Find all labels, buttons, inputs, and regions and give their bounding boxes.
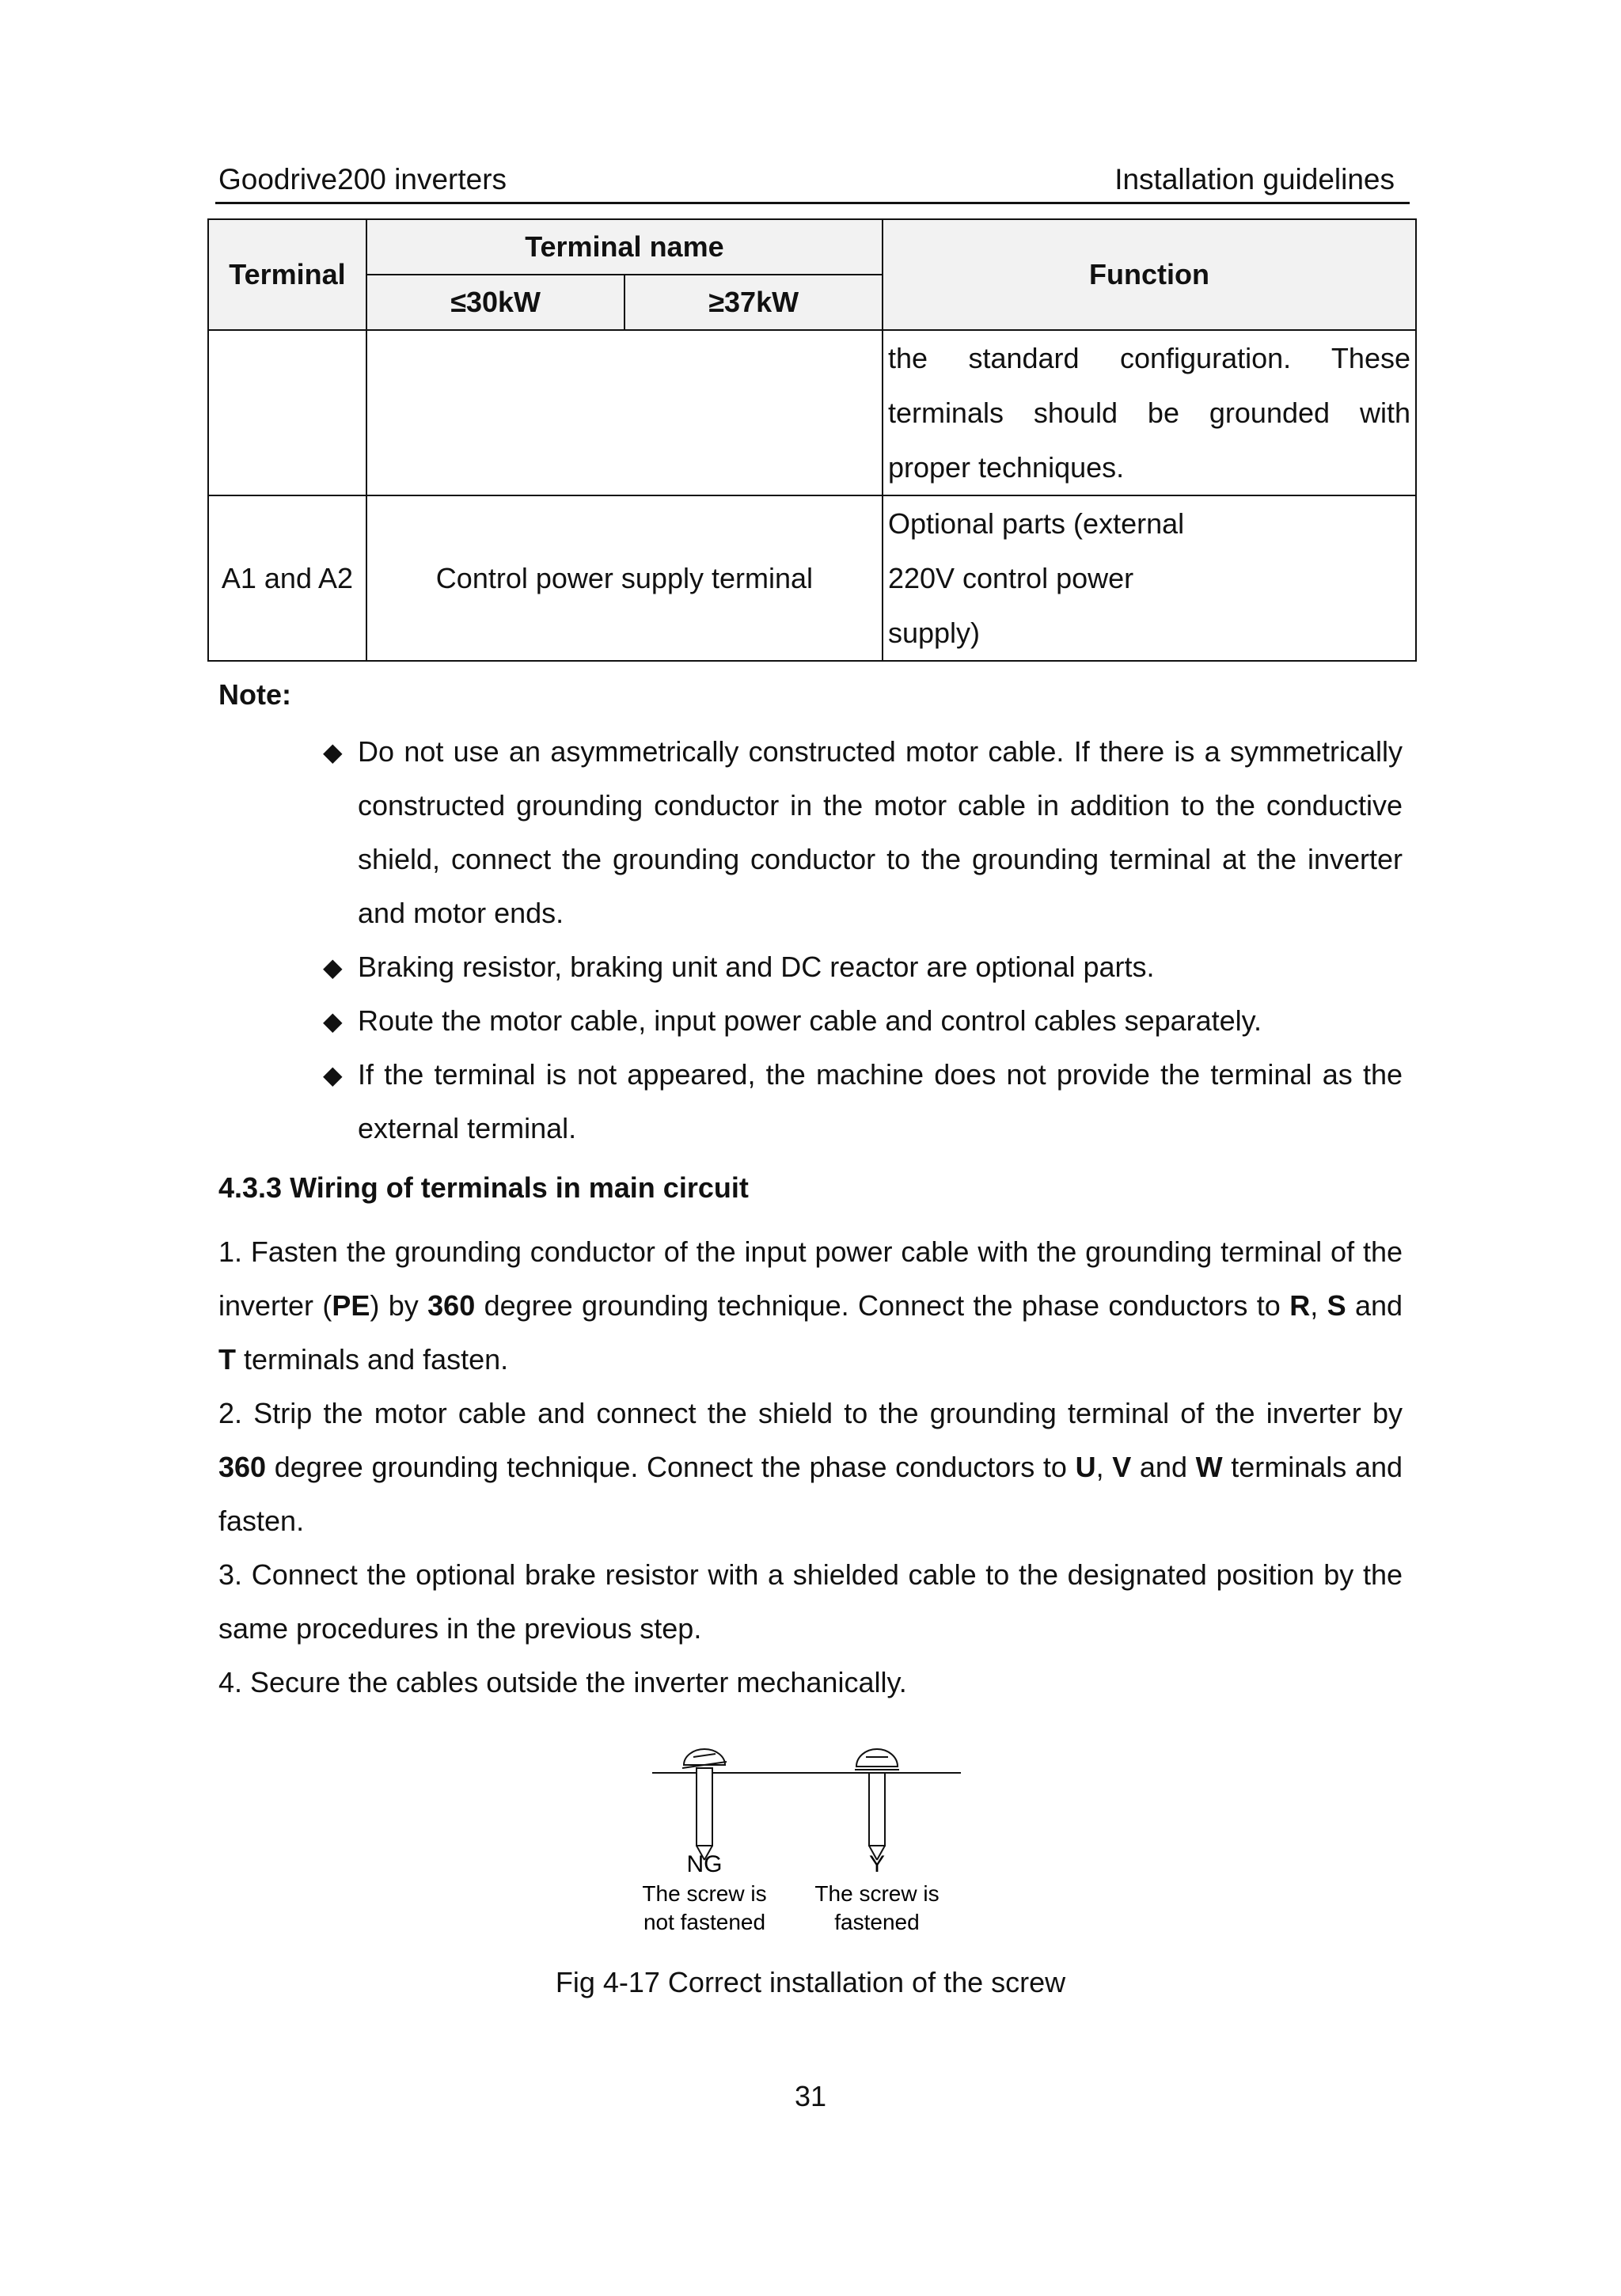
diamond-bullet-icon: ◆ — [323, 1007, 343, 1035]
table-row — [208, 330, 1416, 495]
list-item: ◆ Do not use an asymmetrically constructed motor cable. If there is a symmetrically constructed grounding conductor in the motor cable in addition to the conductive shield, connect the grounding conductor to the grounding terminal at the inverter and motor ends. — [323, 725, 1403, 940]
y-label: Y — [868, 1851, 886, 1877]
diamond-bullet-icon: ◆ — [323, 1061, 343, 1089]
list-item: ◆ Route the motor cable, input power cable and control cables separately. — [323, 994, 1403, 1048]
table-row — [208, 495, 1416, 661]
wiring-steps — [218, 1225, 1403, 1710]
diamond-bullet-icon: ◆ — [323, 738, 343, 766]
col-header-ge37kw: ≥37kW — [624, 275, 883, 330]
screw-ng-icon — [682, 1749, 727, 1860]
col-header-terminal: Terminal — [208, 219, 366, 330]
list-item: ◆ Braking resistor, braking unit and DC reactor are optional parts. — [323, 940, 1403, 994]
ng-caption-line-1: The screw is — [642, 1881, 767, 1906]
function-line: the standard configuration. These — [887, 342, 1410, 374]
function-line: terminals should be grounded with — [887, 397, 1410, 429]
y-caption-line-2: fastened — [834, 1910, 920, 1934]
diamond-bullet-icon: ◆ — [323, 953, 343, 981]
step-4: 4. Secure the cables outside the inverter mechanically. — [218, 1666, 907, 1698]
table-cell-terminal — [208, 330, 366, 495]
running-header-right: Installation guidelines — [1114, 163, 1395, 195]
table-cell-name — [366, 330, 883, 495]
step-1: 1. Fasten the grounding conductor of the input power cable with the grounding terminal of the inverter (PE) by 360 degree grounding technique. Connect the phase conductors to R, S and T terminals and fasten. — [218, 1235, 1403, 1376]
col-header-function: Function — [883, 219, 1416, 330]
screw-installation-figure — [633, 1733, 997, 1939]
y-caption-line-1: The screw is — [814, 1881, 940, 1906]
page-number: 31 — [794, 2080, 827, 2112]
function-line: proper techniques. — [887, 451, 1125, 484]
step-2: 2. Strip the motor cable and connect the shield to the grounding terminal of the inverter by 360 degree grounding technique. Connect the phase conductors to U, V and W terminals and fasten. — [218, 1397, 1403, 1537]
ng-label: NG — [686, 1851, 723, 1877]
header-divider — [215, 202, 1410, 204]
step-3: 3. Connect the optional brake resistor with a shielded cable to the designated position by the same procedures in the previous step. — [218, 1558, 1403, 1645]
function-line: 220V control power — [887, 562, 1134, 594]
table-cell-name: Control power supply terminal — [366, 495, 883, 661]
list-item: ◆ If the terminal is not appeared, the machine does not provide the terminal as the external terminal. — [323, 1048, 1403, 1156]
terminal-table — [207, 218, 1417, 662]
note-list — [323, 725, 1403, 1156]
col-header-terminal-name: Terminal name — [366, 219, 883, 275]
figure-caption: Fig 4-17 Correct installation of the screw — [555, 1966, 1066, 1998]
screw-y-icon — [855, 1749, 899, 1860]
col-header-le30kw: ≤30kW — [366, 275, 625, 330]
table-cell-function — [883, 495, 1416, 661]
table-cell-terminal: A1 and A2 — [208, 495, 366, 661]
function-line: Optional parts (external — [887, 507, 1185, 540]
ng-caption-line-2: not fastened — [643, 1910, 766, 1934]
running-header-left: Goodrive200 inverters — [218, 163, 507, 195]
function-line: supply) — [887, 617, 980, 649]
table-cell-function — [883, 330, 1416, 495]
section-heading: 4.3.3 Wiring of terminals in main circuit — [218, 1171, 749, 1204]
table-header-row — [208, 219, 1416, 275]
note-title: Note: — [218, 678, 291, 711]
